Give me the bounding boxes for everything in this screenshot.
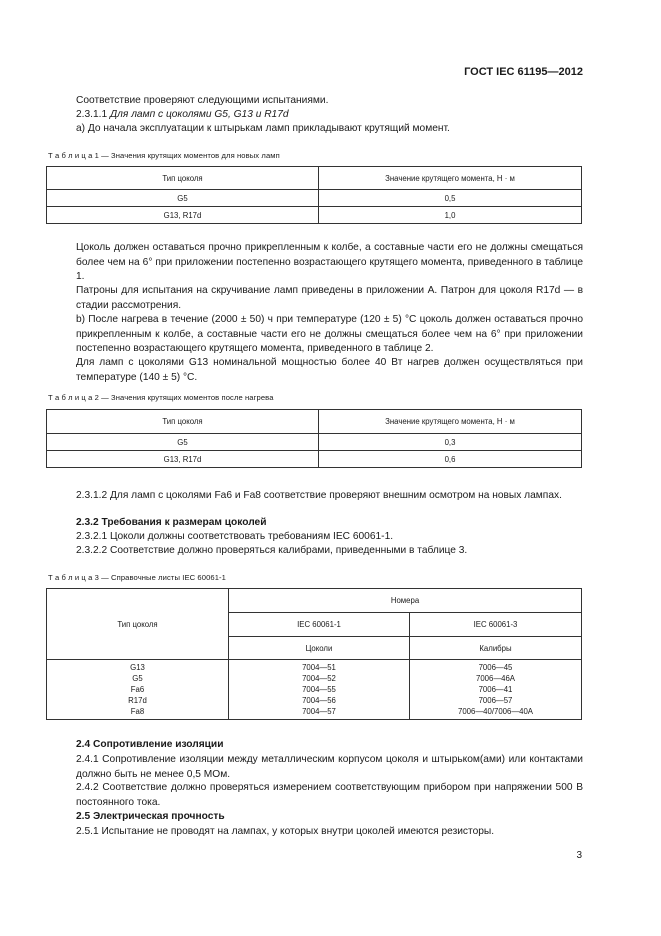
table-row: G5 0,5	[47, 190, 582, 207]
section-heading-2-4: 2.4 Сопротивление изоляции	[76, 739, 224, 750]
table-row: G13, R17d 0,6	[47, 451, 582, 468]
table-header: Калибры	[410, 637, 582, 660]
table-header: IEC 60061-3	[410, 613, 582, 637]
gauges-cell: 7006—45 7006—46A 7006—41 7006—57 7006—40/7006—40A	[410, 660, 582, 720]
paragraph: 2.3.2.2 Соответствие должно проверяться калибрами, приведенными в таблице 3.	[76, 545, 468, 556]
table-row: G13, R17d 1,0	[47, 207, 582, 224]
base-types-cell: G13 G5 Fa6 R17d Fa8	[47, 660, 229, 720]
table-header: Тип цоколя	[47, 410, 319, 434]
page-number: 3	[576, 850, 582, 861]
caps-cell: 7004—51 7004—52 7004—55 7004—56 7004—57	[229, 660, 410, 720]
table-row: G5 0,3	[47, 434, 582, 451]
paragraph: 2.5.1 Испытание не проводят на лампах, у которых внутри цоколей имеются резисторы.	[76, 826, 495, 837]
paragraph: b) После нагрева в течение (2000 ± 50) ч при температуре (120 ± 5) °С цоколь должен оставаться прочно прикрепленным к колбе, а составные части его не должны смещаться более чем на 6° при приложении постепенно возрастающего крутящего момента, приведенного в таблице 2.	[76, 314, 583, 354]
table-header: Тип цоколя	[47, 589, 229, 660]
paragraph: Соответствие проверяют следующими испытаниями.	[76, 95, 329, 106]
table3	[46, 588, 582, 720]
section-heading-2-3-2: 2.3.2 Требования к размерам цоколей	[76, 517, 267, 528]
table-header: Значение крутящего момента, Н · м	[319, 167, 582, 190]
table-header: Цоколи	[229, 637, 410, 660]
paragraph: Патроны для испытания на скручивание ламп приведены в приложении А. Патрон для цоколя R17d — в стадии рассмотрения.	[76, 285, 583, 311]
paragraph: 2.4.2 Соответствие должно проверяться измерением соответствующим прибором при напряжении 500 В постоянного тока.	[76, 782, 583, 808]
table1-caption: Т а б л и ц а 1 — Значения крутящих моментов для новых ламп	[48, 151, 280, 160]
paragraph: Цоколь должен оставаться прочно прикрепленным к колбе, а составные части его не должны смещаться более чем на 6° при приложении постепенно возрастающего крутящего момента, приведенного в таблице 1.	[76, 242, 583, 282]
table-header: Тип цоколя	[47, 167, 319, 190]
paragraph: 2.3.1.2 Для ламп с цоколями Fa6 и Fa8 соответствие проверяют внешним осмотром на новых лампах.	[76, 490, 562, 501]
table1	[46, 166, 582, 224]
table-header: IEC 60061-1	[229, 613, 410, 637]
paragraph: 2.3.1.1 Для ламп с цоколями G5, G13 и R17d	[76, 109, 289, 120]
table-header: Номера	[229, 589, 582, 613]
paragraph: 2.4.1 Сопротивление изоляции между металлическим корпусом цоколя и штырьком(ами) или контактами должно быть не менее 0,5 МОм.	[76, 754, 583, 780]
paragraph: 2.3.2.1 Цоколи должны соответствовать требованиям IEC 60061-1.	[76, 531, 394, 542]
table3-caption: Т а б л и ц а 3 — Справочные листы IEC 60061-1	[48, 573, 227, 582]
table-row	[47, 660, 582, 720]
paragraph: a) До начала эксплуатации к штырькам ламп прикладывают крутящий момент.	[76, 123, 450, 134]
section-heading-2-5: 2.5 Электрическая прочность	[76, 811, 225, 822]
table2-caption: Т а б л и ц а 2 — Значения крутящих моментов после нагрева	[48, 393, 274, 402]
table-header: Значение крутящего момента, Н · м	[319, 410, 582, 434]
table2	[46, 409, 582, 468]
standard-header: ГОСТ IEC 61195—2012	[464, 66, 583, 78]
paragraph: Для ламп с цоколями G13 номинальной мощностью более 40 Вт нагрев должен осуществляться при температуре (140 ± 5) °С.	[76, 357, 583, 383]
